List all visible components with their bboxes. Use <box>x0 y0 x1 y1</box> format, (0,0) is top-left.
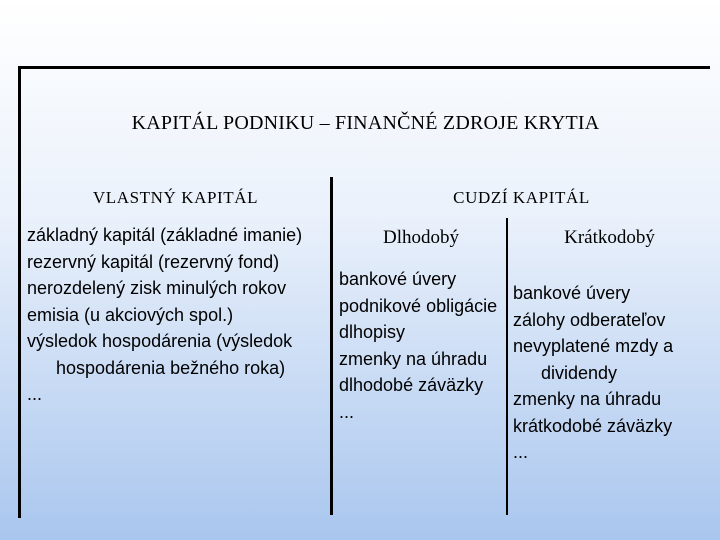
list-item: zálohy odberateľov <box>513 309 666 330</box>
long-term-column <box>333 218 507 516</box>
list-item: zmenky na úhradu <box>339 348 488 369</box>
list-item: nerozdelený zisk minulých rokov <box>27 278 287 298</box>
list-item: základný kapitál (základné imanie) <box>27 225 303 245</box>
list-item: zmenky na úhradu <box>513 389 662 409</box>
list-item: výsledok hospodárenia (výsledok hospodárenia bežného roka) <box>27 331 293 378</box>
list-item: bankové úvery <box>513 283 631 303</box>
own-capital-header: VLASTNÝ KAPITÁL <box>92 187 259 207</box>
list-item: bankové úvery <box>339 269 457 289</box>
diagram-title: KAPITÁL PODNIKU – FINANČNÉ ZDROJE KRYTIA <box>131 111 600 134</box>
list-item: dlhodobé záväzky <box>339 375 484 395</box>
list-item: nevyplatené mzdy a dividendy <box>513 336 674 383</box>
list-item: emisia (u akciových spol.) <box>27 304 234 325</box>
short-term-list <box>513 280 706 466</box>
own-capital-column <box>21 218 330 516</box>
list-item: podnikové obligácie <box>339 295 498 316</box>
own-capital-list <box>27 222 324 408</box>
long-term-list <box>339 266 503 425</box>
list-item: krátkodobé záväzky <box>513 415 673 436</box>
list-item: rezervný kapitál (rezervný fond) <box>27 251 280 272</box>
list-item: ... <box>27 384 43 404</box>
foreign-capital-header: CUDZÍ KAPITÁL <box>453 187 590 207</box>
list-item: dlhopisy <box>339 322 406 342</box>
long-term-header: Dlhodobý <box>383 227 459 248</box>
list-item: ... <box>339 401 355 422</box>
short-term-column <box>507 218 710 516</box>
list-item: ... <box>513 442 529 462</box>
short-term-header: Krátkodobý <box>564 227 655 248</box>
